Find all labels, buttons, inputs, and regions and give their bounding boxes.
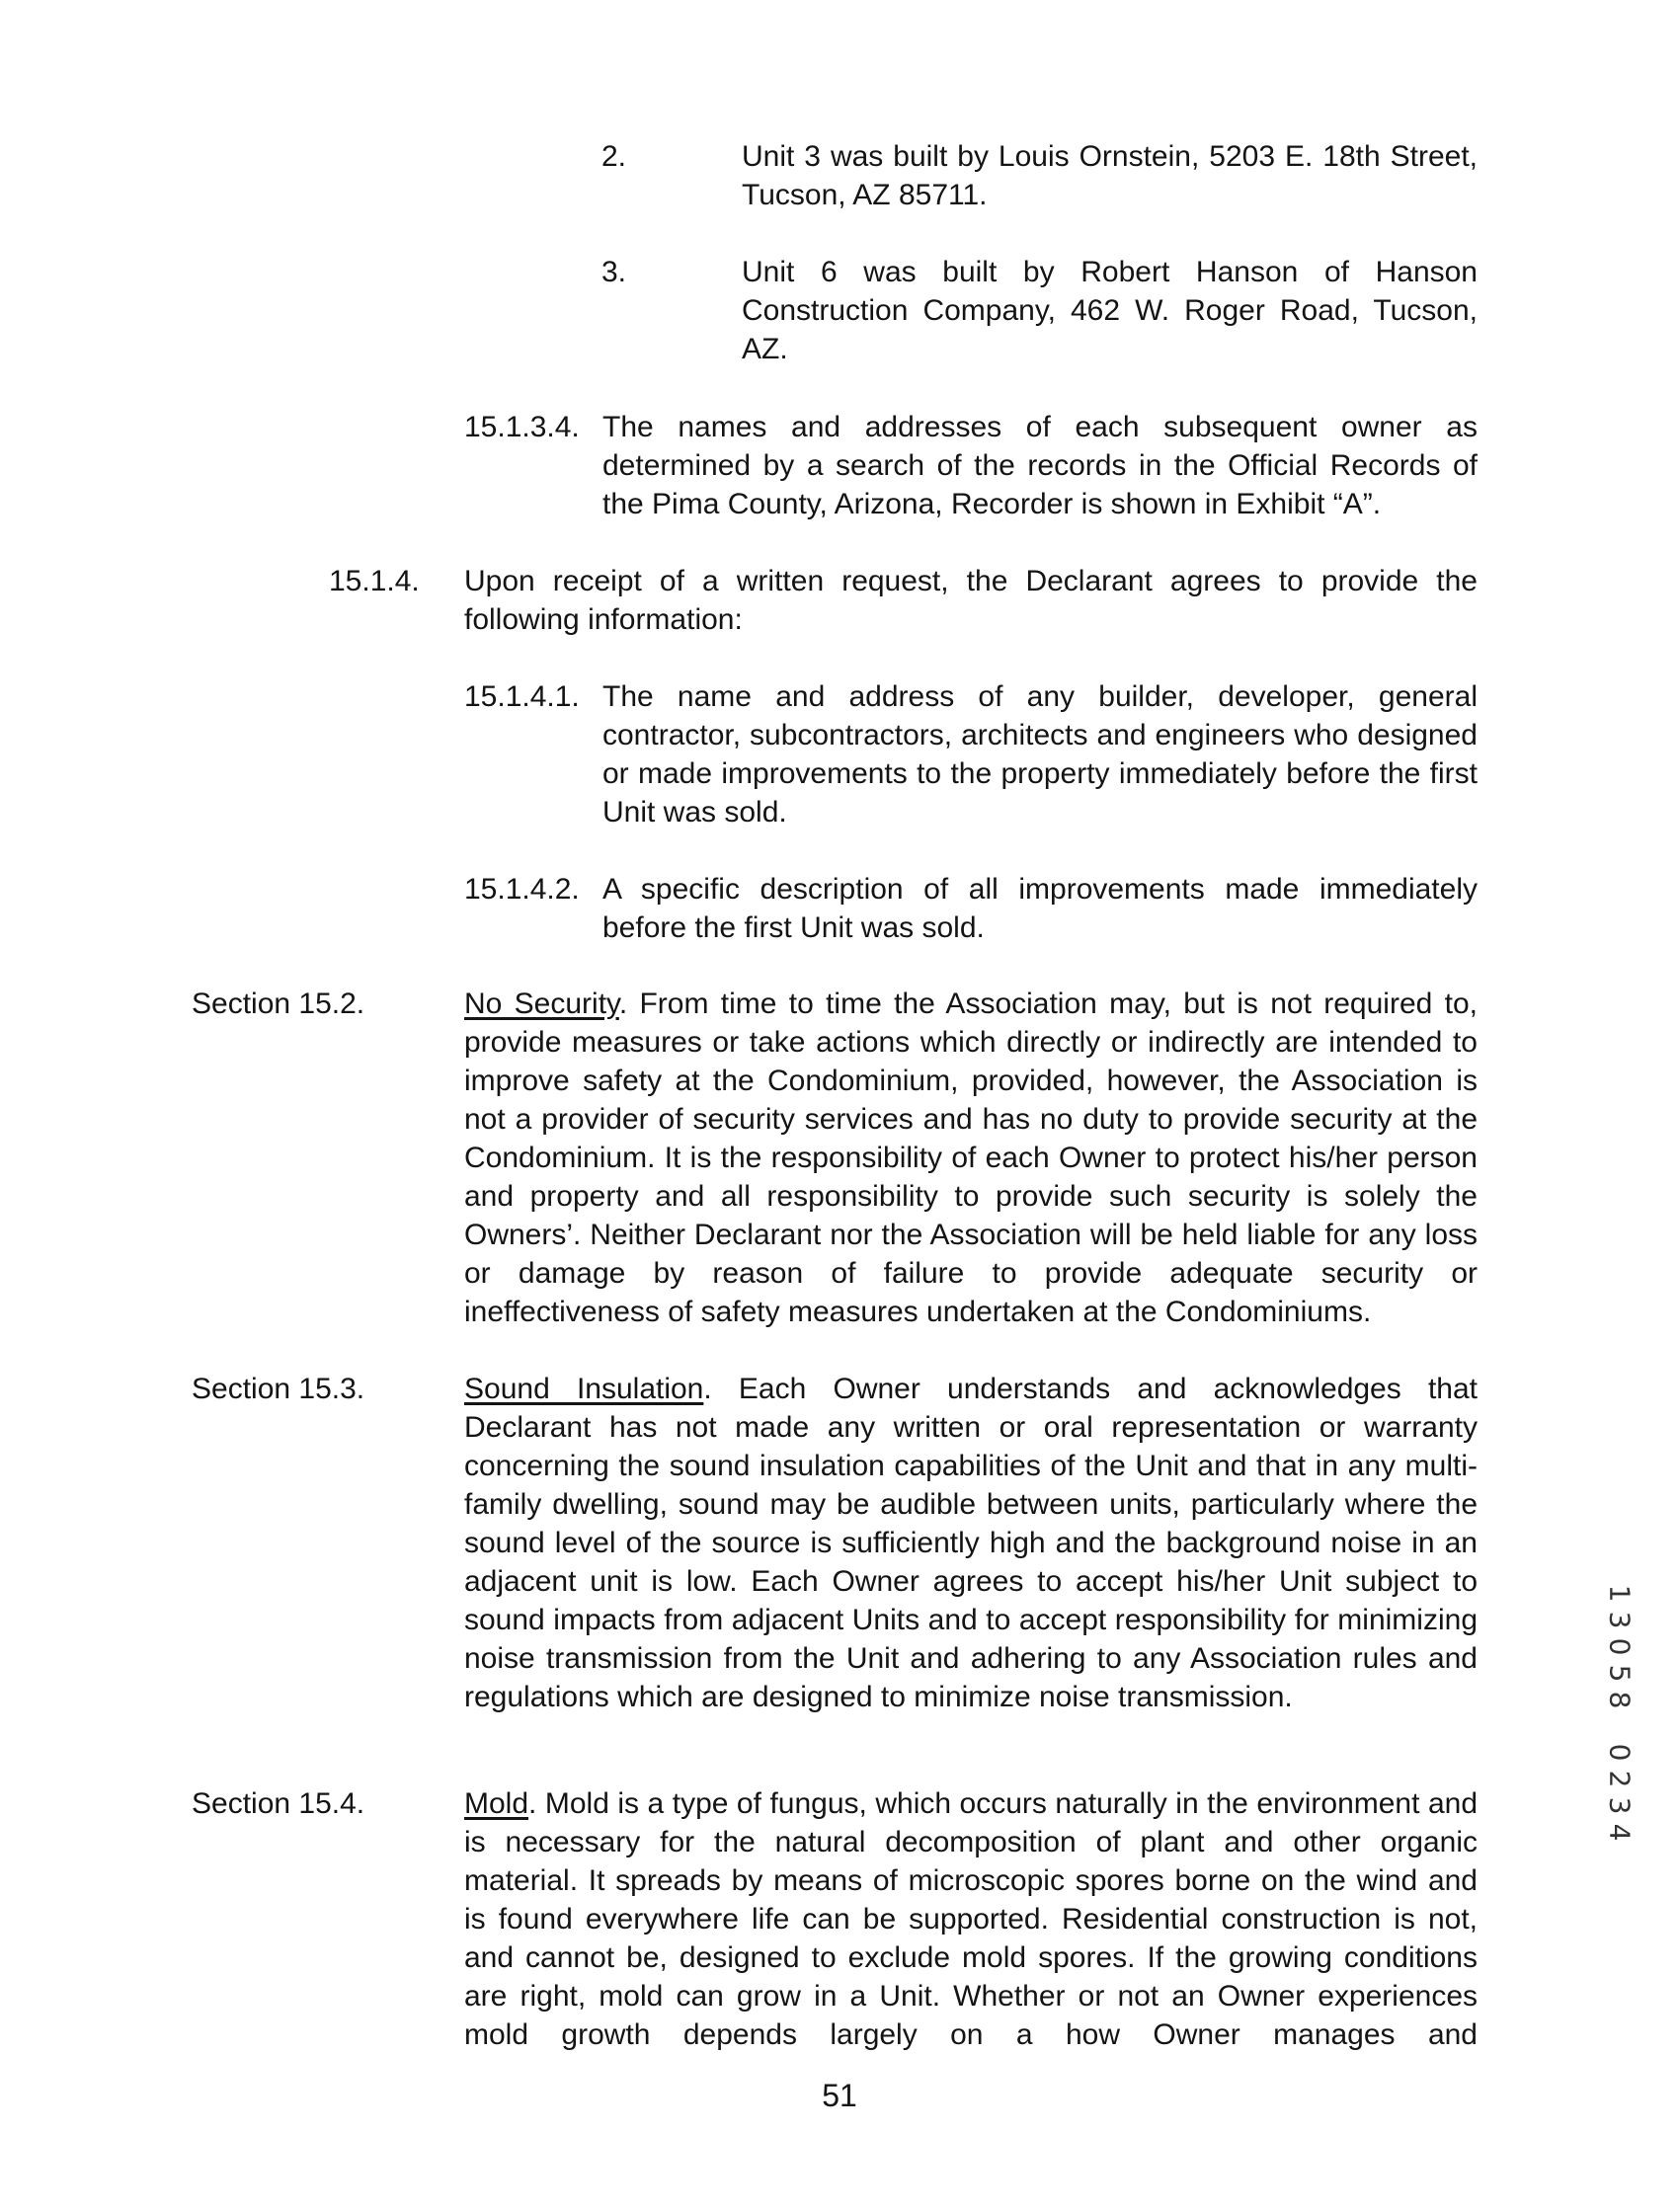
item-number: 3.: [601, 256, 627, 288]
subsection-number: 15.1.4.: [329, 565, 420, 597]
section-text: . From time to time the Association may, but is not required to, provide measures or take actions which directly or indirectly are intended to improve safety at the Condominium, provided, however, the Association is not a provider of security services and has no duty to provide security at the Condominium. It is the responsibility of each Owner to protect his/her person and property and all responsibility to provide such security is solely the Owners’. Neither Declarant nor the Association will be held liable for any loss or damage by reason of failure to provide adequate security or ineffectiveness of safety measures undertaken at the Condominiums.: [464, 988, 1478, 1328]
recording-stamp-digit: 2: [1603, 1770, 1637, 1788]
page-number: 51: [822, 2078, 857, 2113]
item-number: 2.: [601, 140, 627, 173]
recording-stamp-digit: 1: [1603, 1584, 1637, 1603]
recording-stamp: [1600, 1580, 1639, 1846]
subsection-text-15-1-4-1: The name and address of any builder, developer, general contractor, subcontractors, architects and engineers who designed or made improvements to the property immediately before the first Unit was sold.: [602, 680, 1478, 829]
recording-stamp-digit: 4: [1603, 1823, 1637, 1842]
item-text-unit-6: Unit 6 was built by Robert Hanson of Hanson Construction Company, 462 W. Roger Road, Tucson, AZ.: [742, 256, 1478, 365]
subsection-text-15-1-4: Upon receipt of a written request, the Declarant agrees to provide the following information:: [464, 565, 1478, 636]
subsection-number: 15.1.3.4.: [464, 411, 580, 443]
subsection-number: 15.1.4.2.: [464, 873, 580, 906]
recording-stamp-digit: 3: [1603, 1611, 1637, 1629]
recording-stamp-digit: 0: [1603, 1743, 1637, 1762]
section-body-15-2: [464, 985, 1478, 1331]
section-text: . Each Owner understands and acknowledges that Declarant has not made any written or oral representation or warranty concerning the sound insulation capabilities of the Unit and that in any multi-family dwelling, sound may be audible between units, particularly where the sound level of the source is sufficiently high and the background noise in an adjacent unit is low. Each Owner agrees to accept his/her Unit subject to sound impacts from adjacent Units and to accept responsibility for minimizing noise transmission from the Unit and adhering to any Association rules and regulations which are designed to minimize noise transmission.: [464, 1373, 1478, 1713]
subsection-text-15-1-4-2: A specific description of all improvements made immediately before the first Unit was sold.: [602, 873, 1478, 944]
section-heading-sound-insulation: Sound Insulation: [464, 1373, 704, 1405]
section-text: . Mold is a type of fungus, which occurs naturally in the environment and is necessary for the natural decomposition of plant and other organic material. It spreads by means of microscopic spores borne on the wind and is found everywhere life can be supported. Residential construction is not, and cannot be, designed to exclude mold spores. If the growing conditions are right, mold can grow in a Unit. Whether or not an Owner experiences mold growth depends largely on a how Owner manages and: [464, 1787, 1478, 2051]
recording-stamp-digit: 0: [1603, 1637, 1637, 1656]
recording-stamp-digit: 3: [1603, 1796, 1637, 1815]
item-text-unit-3: Unit 3 was built by Louis Ornstein, 5203 E. 18th Street, Tucson, AZ 85711.: [742, 140, 1478, 211]
recording-stamp-page: [1603, 1739, 1637, 1846]
section-heading-no-security: No Security: [464, 988, 619, 1020]
subsection-number: 15.1.4.1.: [464, 680, 580, 713]
subsection-text-15-1-3-4: The names and addresses of each subsequent owner as determined by a search of the records in the Official Records of the Pima County, Arizona, Recorder is shown in Exhibit “A”.: [602, 411, 1478, 520]
recording-stamp-digit: 8: [1603, 1691, 1637, 1709]
recording-stamp-digit: 5: [1603, 1664, 1637, 1683]
section-label-15-2: Section 15.2.: [192, 988, 365, 1020]
recording-stamp-book: [1603, 1580, 1637, 1713]
section-body-15-4: [464, 1784, 1478, 2054]
section-body-15-3: [464, 1370, 1478, 1716]
section-label-15-3: Section 15.3.: [192, 1373, 365, 1405]
section-heading-mold: Mold: [464, 1787, 529, 1820]
section-label-15-4: Section 15.4.: [192, 1787, 365, 1820]
